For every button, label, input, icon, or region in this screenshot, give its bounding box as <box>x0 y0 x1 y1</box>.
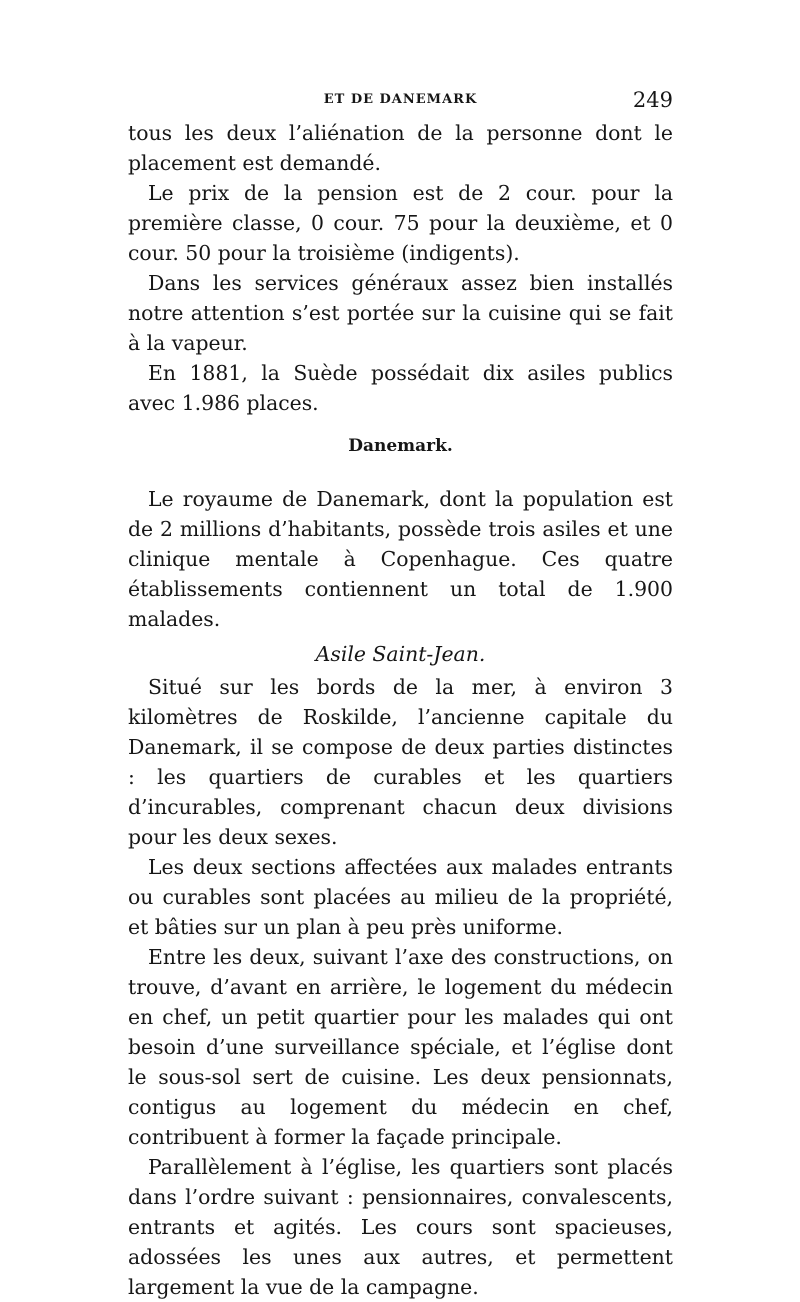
section-heading-danemark: Danemark. <box>348 436 453 456</box>
paragraph-location: Situé sur les bords de la mer, à environ 3 kilomètres de Roskilde, l’ancienne capitale du Danemark, il se compose de deux parties distinctes : les quartiers de curables et les quartiers d’incurables, comprenant chacun deux divisions pour les deux sexes. <box>128 675 673 849</box>
page-number: 249 <box>632 88 673 112</box>
body-text <box>128 118 673 1302</box>
paragraph-sections: Les deux sections affectées aux malades entrants ou curables sont placées au milieu de la propriété, et bâties sur un plan à peu près uniforme. <box>128 855 673 939</box>
running-title: ET DE DANEMARK <box>323 92 478 107</box>
paragraph-parallel: Parallèlement à l’église, les quartiers sont placés dans l’ordre suivant : pensionnaires, convalescents, entrants et agités. Les cours sont spacieuses, adossées les unes aux autres, et permettent largement la vue de la campagne. <box>128 1155 673 1299</box>
paragraph-continuation: tous les deux l’aliénation de la personne dont le placement est demandé. <box>128 121 673 175</box>
paragraph-pension-price: Le prix de la pension est de 2 cour. pour la première classe, 0 cour. 75 pour la deuxième, et 0 cour. 50 pour la troisième (indigents). <box>128 181 673 265</box>
paragraph-sweden-asylums: En 1881, la Suède possédait dix asiles publics avec 1.986 places. <box>128 361 673 415</box>
subsection-heading-asile-saint-jean: Asile Saint-Jean. <box>315 642 486 666</box>
running-head <box>128 88 673 118</box>
paragraph-denmark-intro: Le royaume de Danemark, dont la population est de 2 millions d’habitants, possède trois asiles et une clinique mentale à Copenhague. Ces quatre établissements contiennent un total de 1.900 malades. <box>128 487 673 631</box>
paragraph-general-services: Dans les services généraux assez bien installés notre attention s’est portée sur la cuisine qui se fait à la vapeur. <box>128 271 673 355</box>
paragraph-between: Entre les deux, suivant l’axe des constructions, on trouve, d’avant en arrière, le logement du médecin en chef, un petit quartier pour les malades qui ont besoin d’une surveillance spéciale, et l’église dont le sous-sol sert de cuisine. Les deux pensionnats, contigus au logement du médecin en chef, contribuent à former la façade principale. <box>128 945 673 1149</box>
book-page <box>128 88 673 1302</box>
